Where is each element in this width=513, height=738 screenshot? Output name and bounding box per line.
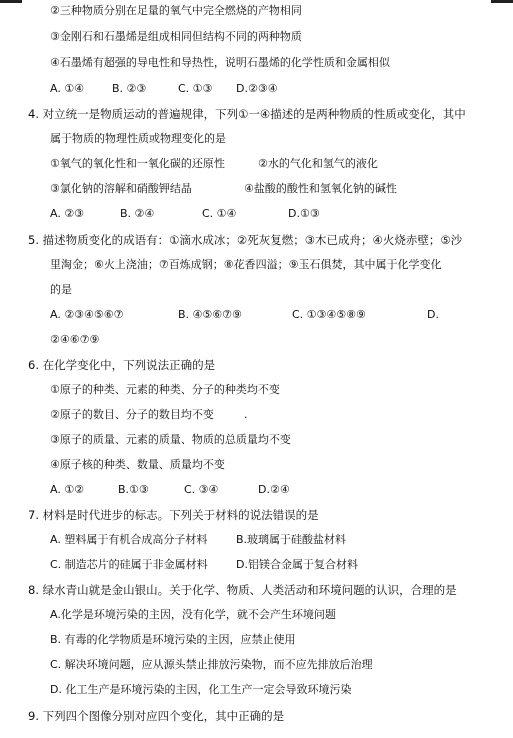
q6-option-a[interactable]: A. ①② xyxy=(50,483,85,496)
top-left-rule xyxy=(0,0,22,3)
q4-item-3: ③氯化钠的溶解和硝酸钾结晶 xyxy=(50,182,192,195)
q4-option-c[interactable]: C. ①④ xyxy=(202,207,237,220)
q8-stem: 8. 绿水青山就是金山银山。关于化学、物质、人类活动和环境问题的认识，合理的是 xyxy=(28,583,457,597)
q3-item-2: ②三种物质分别在足量的氧气中完全燃烧的产物相同 xyxy=(50,4,302,17)
q3-option-c[interactable]: C. ①③ xyxy=(178,82,213,95)
top-right-rule xyxy=(491,0,513,3)
q8-option-d[interactable]: D. 化工生产是环境污染的主因，化工生产一定会导致环境污染 xyxy=(50,683,352,696)
q6-item-1: ①原子的种类、元素的种类、分子的种类均不变 xyxy=(50,383,280,396)
q5-stem-line-1: 5. 描述物质变化的成语有：①滴水成冰；②死灰复燃；③木已成舟；④火烧赤壁；⑤沙 xyxy=(28,233,463,247)
q6-options xyxy=(50,483,318,497)
q6-item-3: ③原子的质量、元素的质量、物质的总质量均不变 xyxy=(50,433,291,446)
q3-option-a[interactable]: A. ①④ xyxy=(50,82,85,95)
q4-item-4: ④盐酸的酸性和氢氧化钠的碱性 xyxy=(244,182,397,195)
q8-option-b[interactable]: B. 有毒的化学物质是环境污染的主因，应禁止使用 xyxy=(50,633,296,646)
q8-option-c[interactable]: C. 解决环境问题，应从源头禁止排放污染物，而不应先排放后治理 xyxy=(50,658,373,671)
q4-stem-line-2: 属于物质的物理性质或物理变化的是 xyxy=(50,132,226,145)
q4-item-1: ①氧气的氧化性和一氧化碳的还原性 xyxy=(50,157,225,170)
q8-option-a[interactable]: A.化学是环境污染的主因，没有化学，就不会产生环境问题 xyxy=(50,608,336,621)
q6-option-c[interactable]: C. ③④ xyxy=(184,483,219,496)
q7-option-b[interactable]: B.玻璃属于硅酸盐材料 xyxy=(236,533,347,546)
q6-stem: 6. 在化学变化中，下列说法正确的是 xyxy=(28,358,216,372)
q3-options xyxy=(50,82,316,96)
q4-option-a[interactable]: A. ②③ xyxy=(50,207,85,220)
q6-option-b[interactable]: B.①③ xyxy=(118,483,149,496)
q5-option-c[interactable]: C. ①③④⑤⑧⑨ xyxy=(292,308,366,321)
q6-item-2: ②原子的数目、分子的数目均不变 xyxy=(50,408,214,421)
q4-option-b[interactable]: B. ②④ xyxy=(120,207,155,220)
q5-option-a[interactable]: A. ②③④⑤⑥⑦ xyxy=(50,308,124,321)
q4-stem-line-1: 4. 对立统一是物质运动的普遍规律，下列①一④描述的是两种物质的性质或变化，其中 xyxy=(28,107,466,121)
q5-stem-line-3: 的是 xyxy=(50,283,72,296)
q3-item-4: ④石墨烯有超强的导电性和导热性，说明石墨烯的化学性质和金属相似 xyxy=(50,56,390,69)
q7-stem: 7. 材料是时代进步的标志。下列关于材料的说法错误的是 xyxy=(28,508,319,522)
q4-options xyxy=(50,207,358,221)
q5-option-b[interactable]: B. ④⑤⑥⑦⑨ xyxy=(178,308,242,321)
q5-option-d[interactable]: D. xyxy=(427,308,439,321)
q5-options xyxy=(50,308,457,322)
q9-stem: 9. 下列四个图像分别对应四个变化，其中正确的是 xyxy=(28,709,285,723)
q3-option-b[interactable]: B. ②③ xyxy=(112,82,147,95)
q7-option-c[interactable]: C. 制造芯片的硅属于非金属材料 xyxy=(50,558,208,571)
q6-item-2-mark: . xyxy=(244,408,248,421)
q5-stem-line-2: 里淘金；⑥火上浇油；⑦百炼成钢；⑧花香四溢；⑨玉石俱焚，其中属于化学变化 xyxy=(50,258,442,271)
q3-option-d[interactable]: D.②③④ xyxy=(236,82,278,95)
q5-option-d-content: ②④⑥⑦⑨ xyxy=(50,333,100,346)
q3-item-3: ③金刚石和石墨烯是组成相同但结构不同的两种物质 xyxy=(50,30,302,43)
q6-item-4: ④原子核的种类、数量、质量均不变 xyxy=(50,458,225,471)
q4-option-d[interactable]: D.①③ xyxy=(288,207,320,220)
q6-option-d[interactable]: D.②④ xyxy=(258,483,290,496)
q7-option-a[interactable]: A. 塑料属于有机合成高分子材料 xyxy=(50,533,208,546)
q4-item-2: ②水的气化和氢气的液化 xyxy=(258,157,378,170)
q7-option-d[interactable]: D.铝镁合金属于复合材料 xyxy=(236,558,358,571)
